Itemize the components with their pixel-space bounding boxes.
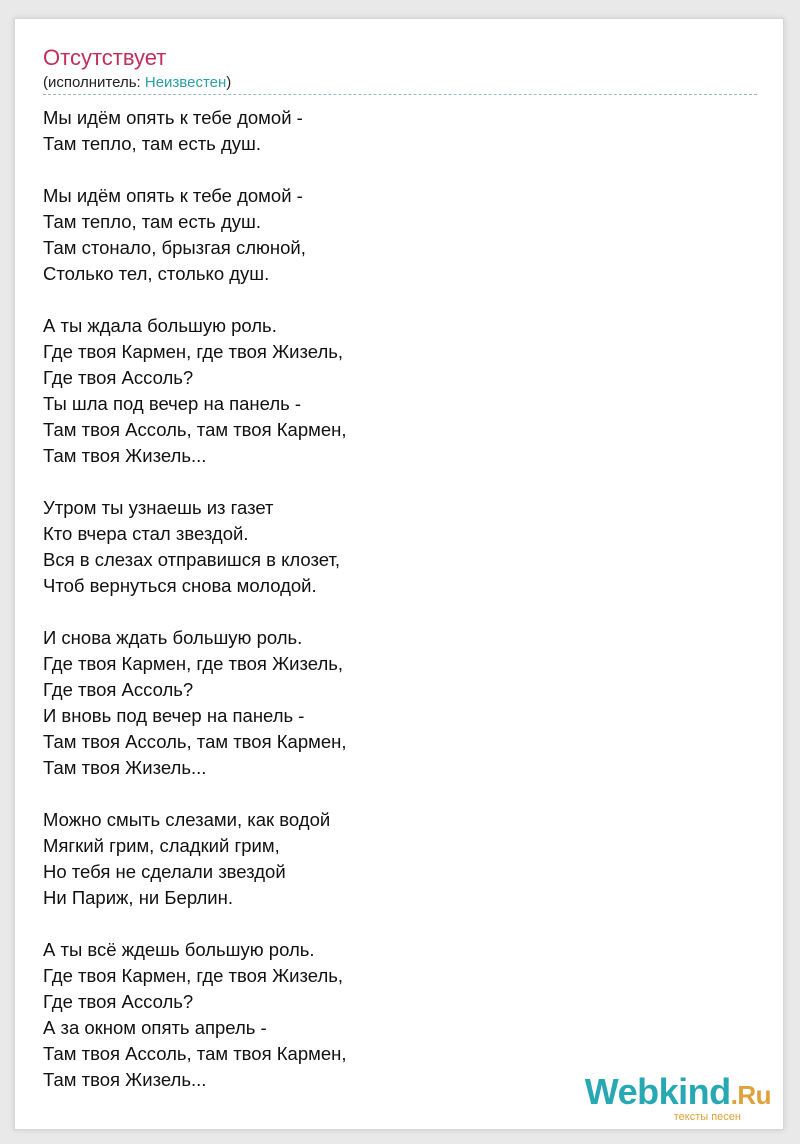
artist-suffix: ) bbox=[226, 74, 232, 91]
lyric-line: Там твоя Жизель... bbox=[43, 445, 207, 466]
lyric-line: Мы идём опять к тебе домой - bbox=[43, 107, 303, 128]
stanza bbox=[43, 105, 346, 157]
lyric-line: И снова ждать большую роль. bbox=[43, 627, 303, 648]
webkind-logo[interactable] bbox=[584, 1071, 771, 1123]
lyric-line: Кто вчера стал звездой. bbox=[43, 523, 249, 544]
stanza bbox=[43, 937, 346, 1093]
stanza bbox=[43, 807, 346, 911]
lyric-line: А ты ждала большую роль. bbox=[43, 315, 277, 336]
song-title: Отсутствует bbox=[43, 45, 167, 70]
lyric-line: Утром ты узнаешь из газет bbox=[43, 497, 274, 518]
lyric-line: Где твоя Кармен, где твоя Жизель, bbox=[43, 653, 344, 674]
stanza bbox=[43, 313, 346, 469]
lyric-line: Где твоя Кармен, где твоя Жизель, bbox=[43, 341, 344, 362]
artist-link[interactable]: Неизвестен bbox=[144, 74, 227, 91]
lyric-line: И вновь под вечер на панель - bbox=[43, 705, 305, 726]
logo-wordmark: Webkind bbox=[584, 1071, 731, 1112]
stanza bbox=[43, 495, 346, 599]
lyric-line: А ты всё ждешь большую роль. bbox=[43, 939, 315, 960]
lyric-line: А за окном опять апрель - bbox=[43, 1017, 267, 1038]
artist-prefix: (исполнитель: bbox=[43, 74, 145, 91]
lyric-line: Там тепло, там есть душ. bbox=[43, 211, 261, 232]
lyric-line: Вся в слезах отправишся в клозет, bbox=[43, 549, 341, 570]
title-divider bbox=[43, 94, 757, 95]
logo-tagline: тексты песен bbox=[673, 1111, 741, 1123]
lyric-line: Где твоя Ассоль? bbox=[43, 991, 194, 1012]
stanza bbox=[43, 625, 346, 781]
lyric-line: Где твоя Ассоль? bbox=[43, 367, 194, 388]
lyric-line: Там тепло, там есть душ. bbox=[43, 133, 261, 154]
lyric-line: Там твоя Жизель... bbox=[43, 1069, 207, 1090]
lyric-line: Мы идём опять к тебе домой - bbox=[43, 185, 303, 206]
lyric-line: Ты шла под вечер на панель - bbox=[43, 393, 302, 414]
lyric-line: Там твоя Ассоль, там твоя Кармен, bbox=[43, 1043, 347, 1064]
lyric-line: Мягкий грим, сладкий грим, bbox=[43, 835, 280, 856]
artist-line bbox=[43, 74, 231, 92]
logo-domain: .Ru bbox=[730, 1080, 771, 1110]
lyric-line: Где твоя Кармен, где твоя Жизель, bbox=[43, 965, 344, 986]
lyrics-page bbox=[14, 18, 784, 1130]
lyric-line: Столько тел, столько душ. bbox=[43, 263, 270, 284]
lyric-line: Там твоя Жизель... bbox=[43, 757, 207, 778]
lyric-line: Где твоя Ассоль? bbox=[43, 679, 194, 700]
lyric-line: Ни Париж, ни Берлин. bbox=[43, 887, 233, 908]
lyric-line: Там стонало, брызгая слюной, bbox=[43, 237, 306, 258]
lyrics-text bbox=[43, 105, 346, 1119]
stanza bbox=[43, 183, 346, 287]
lyric-line: Там твоя Ассоль, там твоя Кармен, bbox=[43, 419, 347, 440]
lyric-line: Там твоя Ассоль, там твоя Кармен, bbox=[43, 731, 347, 752]
lyric-line: Чтоб вернуться снова молодой. bbox=[43, 575, 317, 596]
lyric-line: Можно смыть слезами, как водой bbox=[43, 809, 331, 830]
lyric-line: Но тебя не сделали звездой bbox=[43, 861, 286, 882]
